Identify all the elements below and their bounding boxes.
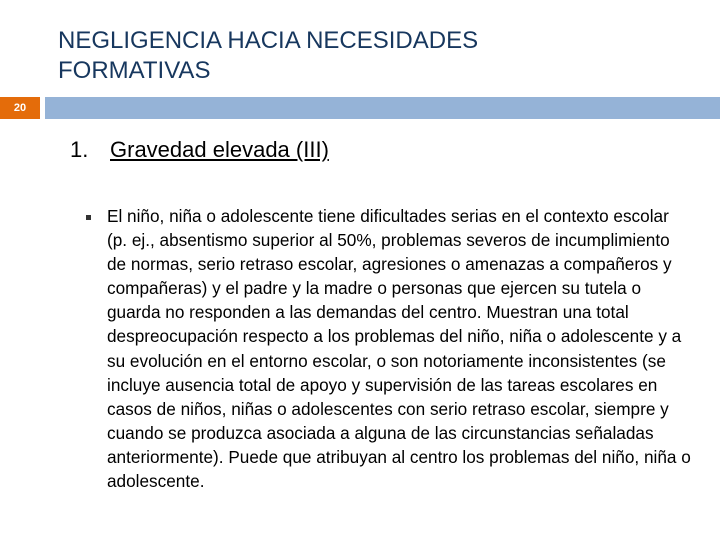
heading-text: Gravedad elevada (III)	[110, 137, 329, 162]
slide-number: 20	[0, 97, 40, 119]
slide-number-bar	[0, 97, 720, 119]
bullet-square-icon	[86, 215, 91, 220]
slide-title	[58, 26, 698, 86]
bullet-paragraph: El niño, niña o adolescente tiene dificultades serias en el contexto escolar (p. ej., absentismo superior al 50%, problemas severos de incumplimiento de normas, serio retraso escolar, agresiones o amenazas a compañeros y compañeras) y el padre y la madre o personas que ejercen su tutela o guarda no responden a las demandas del centro. Muestran una total despreocupación respecto a los problemas del niño, niña o adolescente y a su evolución en el entorno escolar, o son notoriamente inconsistentes (se incluye ausencia total de apoyo y supervisión de las tareas escolares en casos de niños, niñas o adolescentes con serio retraso escolar, siempre y cuando se produzca asociada a alguna de las circunstancias señaladas anteriormente). Puede que atribuyan al centro los problemas del niño, niña o adolescente.	[107, 206, 691, 492]
title-line-1: NEGLIGENCIA HACIA NECESIDADES	[58, 27, 479, 54]
section-heading	[70, 136, 329, 164]
title-line-2: FORMATIVAS	[58, 57, 211, 84]
accent-line	[45, 97, 720, 119]
heading-number: 1.	[70, 137, 89, 162]
